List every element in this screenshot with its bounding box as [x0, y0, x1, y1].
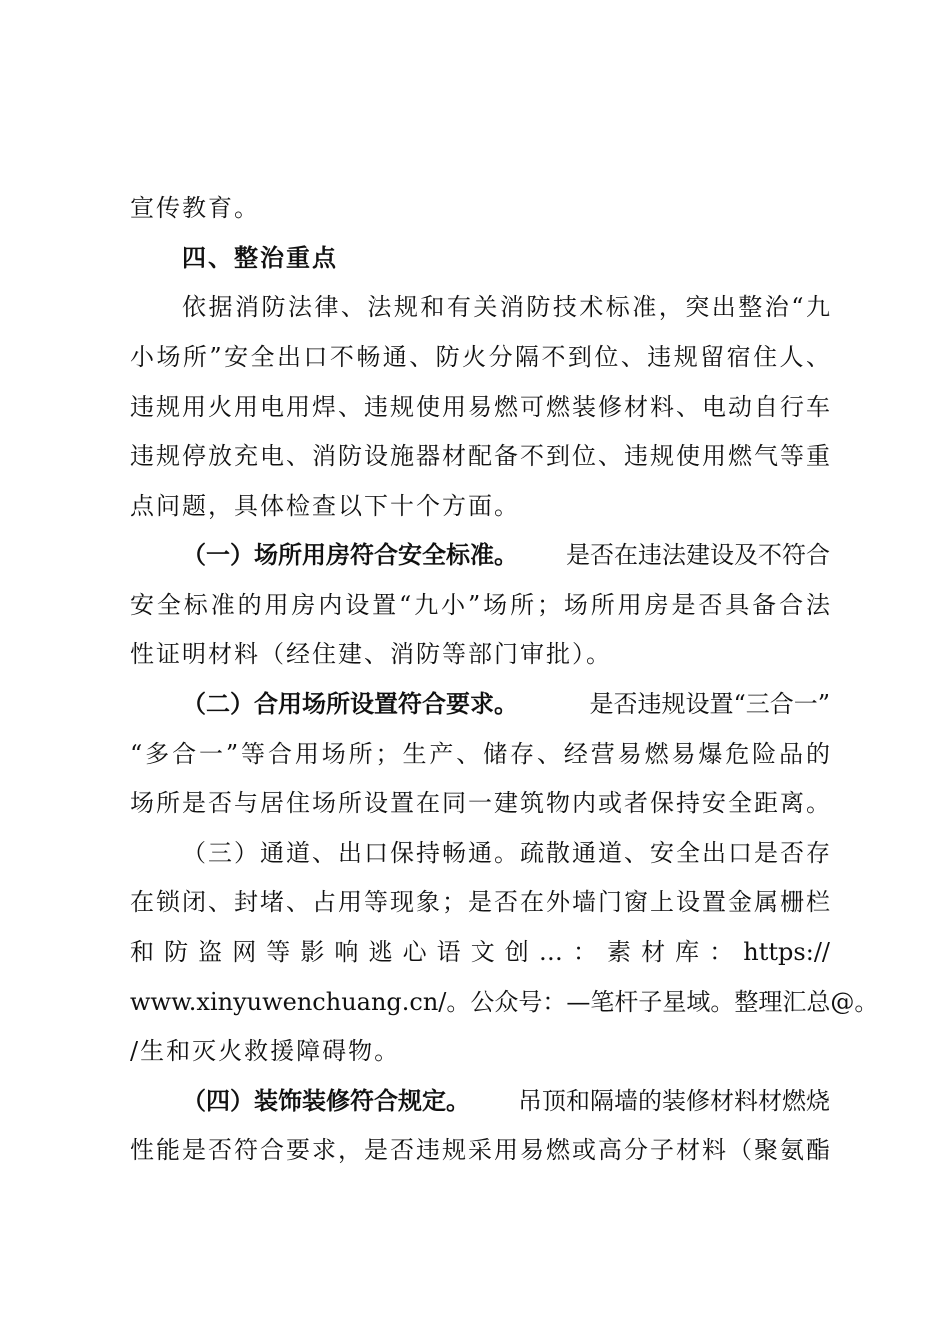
- paragraph-line: 场所是否与居住场所设置在同一建筑物内或者保持安全距离。: [130, 789, 832, 817]
- item-one-title: （一）场所用房符合安全标准。: [182, 540, 518, 569]
- item-four-title: （四）装饰装修符合规定。: [182, 1086, 470, 1115]
- paragraph-line: 性证明材料（经住建、消防等部门审批）。: [130, 640, 612, 668]
- item-four-first-line: [182, 1081, 830, 1121]
- paragraph-tail-line: 宣传教育。: [130, 194, 260, 222]
- paragraph-line: 小场所”安全出口不畅通、防火分隔不到位、违规留宿住人、: [130, 343, 830, 371]
- paragraph-line: /生和灭火救援障碍物。: [130, 1037, 401, 1065]
- item-four-text: 吊顶和隔墙的装修材料材燃烧: [518, 1087, 830, 1115]
- item-one-first-line: [182, 535, 830, 575]
- paragraph-line: 依据消防法律、法规和有关消防技术标准，突出整治“九: [182, 293, 830, 321]
- paragraph-line: www.xinyuwenchuang.cn/。公众号：—笔杆子星域。整理汇总@。: [130, 988, 879, 1016]
- paragraph-line: 在锁闭、封堵、占用等现象；是否在外墙门窗上设置金属栅栏: [130, 888, 830, 916]
- paragraph-line: 违规用火用电用焊、违规使用易燃可燃装修材料、电动自行车: [130, 393, 830, 421]
- item-three-first-line: （三）通道、出口保持畅通。疏散通道、安全出口是否存: [182, 839, 830, 867]
- item-two-first-line: [182, 684, 830, 724]
- paragraph-line: 性能是否符合要求，是否违规采用易燃或高分子材料（聚氨酯: [130, 1136, 830, 1164]
- item-two-title: （二）合用场所设置符合要求。: [182, 689, 518, 718]
- item-two-text: 是否违规设置“三合一”: [589, 690, 830, 718]
- paragraph-line: 违规停放充电、消防设施器材配备不到位、违规使用燃气等重: [130, 442, 830, 470]
- paragraph-line: 和防盗网等影响逃心语文创…：素材库：https://: [130, 938, 830, 966]
- paragraph-line: 点问题，具体检查以下十个方面。: [130, 492, 520, 520]
- paragraph-line: “多合一”等合用场所；生产、储存、经营易燃易爆危险品的: [130, 740, 830, 768]
- item-one-text: 是否在违法建设及不符合: [566, 541, 830, 569]
- section-heading: 四、整治重点: [182, 244, 338, 272]
- paragraph-line: 安全标准的用房内设置“九小”场所；场所用房是否具备合法: [130, 591, 830, 619]
